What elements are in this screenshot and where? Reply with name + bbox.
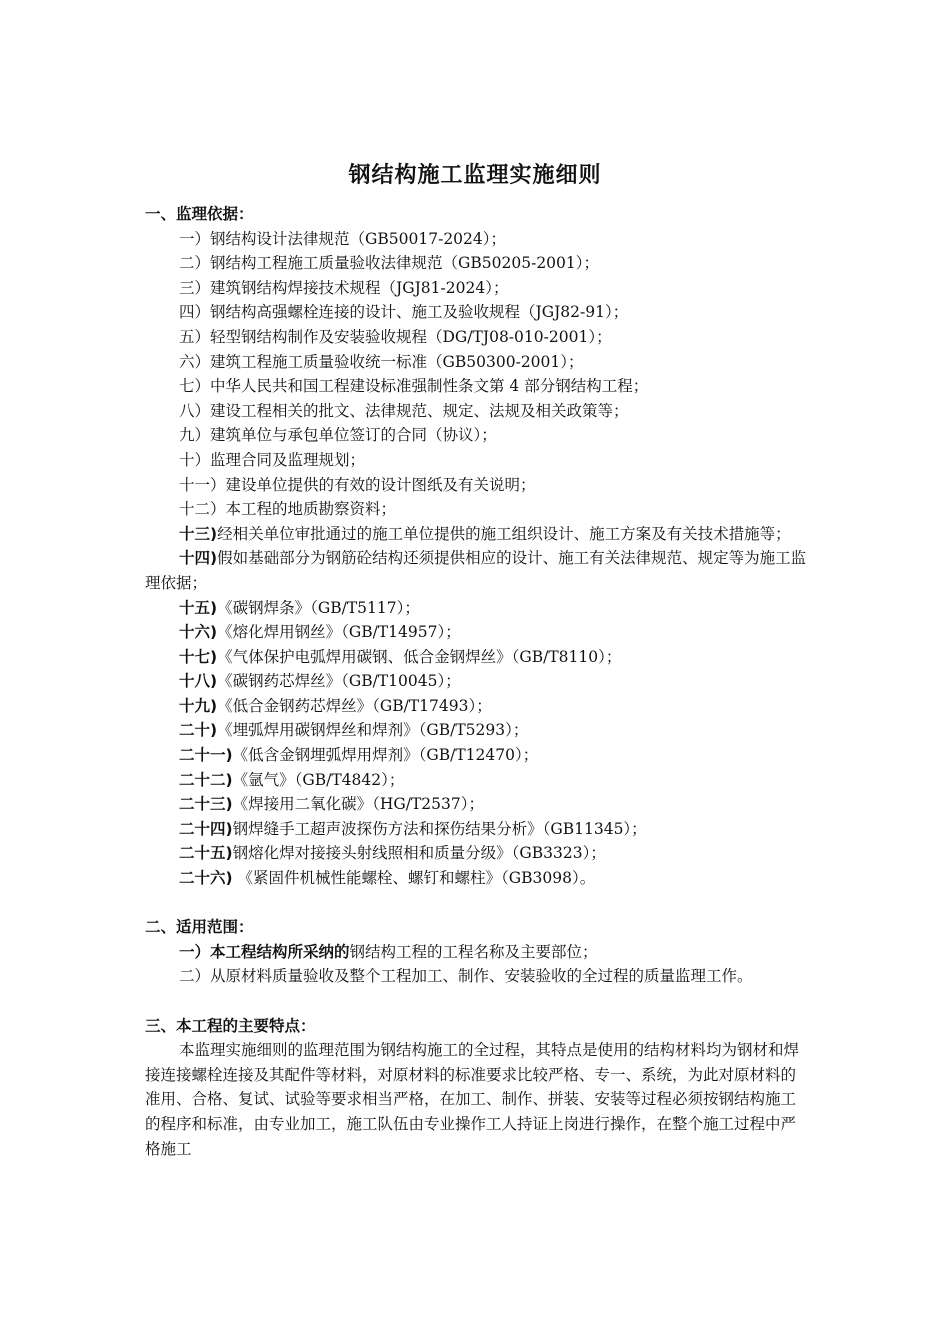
basis-item: 五）轻型钢结构制作及安装验收规程（DG/TJ08-010-2001）；: [179, 327, 612, 346]
standard-item: [145, 596, 810, 621]
item-text: 《气体保护电弧焊用碳钢、低合金钢焊丝》（GB/T8110）；: [217, 647, 622, 666]
features-paragraph: 本监理实施细则的监理范围为钢结构施工的全过程，其特点是使用的结构材料均为钢材和焊接连接螺栓连接及其配件等材料，对原材料的标准要求比较严格、专一、系统，为此对原材料的准用、合格、复试、试验等要求相当严格，在加工、制作、拼装、安装等过程必须按钢结构施工的程序和标准，由专业加工，施工队伍由专业操作工人持证上岗进行操作，在整个施工过程中严格施工: [145, 1041, 800, 1158]
standard-item: [145, 866, 810, 891]
item-label: 二十二): [179, 770, 233, 789]
basis-item: 一）钢结构设计法律规范（GB50017-2024）；: [179, 229, 507, 248]
item-label: 十六): [179, 623, 218, 642]
item-label: 十九): [179, 696, 218, 715]
standard-item: [145, 718, 810, 743]
standard-item: [145, 768, 810, 793]
item-text: 《焊接用二氧化碳》（HG/T2537）；: [232, 795, 485, 814]
item-label: 十八): [179, 672, 218, 691]
item-text: 《碳钢药芯焊丝》（GB/T10045）；: [217, 672, 461, 691]
item-text: 钢焊缝手工超声波探伤方法和探伤结果分析》（GB11345）；: [232, 819, 647, 838]
standard-item: [145, 817, 810, 842]
item-text: 《低含金钢埋弧焊用焊剂》（GB/T12470）；: [232, 746, 539, 765]
item-label: 二十): [179, 721, 218, 740]
section-spacer: [145, 891, 810, 916]
basis-item: 三）建筑钢结构焊接技术规程（JGJ81-2024）；: [179, 278, 509, 297]
item-label: 十四): [179, 549, 218, 568]
item-text: 《碳钢焊条》（GB/T5117）；: [217, 598, 420, 617]
item-label: 一）本工程结构所采纳的: [179, 942, 350, 961]
section-heading-scope: 二、适用范围：: [145, 918, 254, 937]
item-label: 二十三): [179, 795, 233, 814]
item-label: 二十五): [179, 844, 233, 863]
basis-item-wrapped: [145, 522, 810, 547]
standard-item: [145, 694, 810, 719]
basis-item: 十一）建设单位提供的有效的设计图纸及有关说明；: [179, 475, 536, 494]
scope-item: [145, 940, 810, 965]
item-text: 《紧固件机械性能螺栓、螺钉和螺柱》（GB3098）。: [232, 869, 596, 888]
item-label: 二十六): [179, 869, 233, 888]
item-text: 《埋弧焊用碳钢焊丝和焊剂》（GB/T5293）；: [217, 721, 529, 740]
item-text: 经相关单位审批通过的施工单位提供的施工组织设计、施工方案及有关技术措施等；: [217, 524, 791, 543]
section-spacer: [145, 989, 810, 1014]
section-heading-basis: 一、监理依据：: [145, 205, 254, 223]
item-label: 十七): [179, 647, 218, 666]
standard-item: [145, 620, 810, 645]
basis-item: 九）建筑单位与承包单位签订的合同（协议）；: [179, 426, 497, 445]
item-label: 十三): [179, 524, 218, 543]
basis-item: 八）建设工程相关的批文、法律规范、规定、法规及相关政策等；: [179, 401, 629, 420]
section-heading-features: 三、本工程的主要特点：: [145, 1016, 316, 1035]
item-text: 《氩气》（GB/T4842）；: [232, 770, 405, 789]
item-text: 《低合金钢药芯焊丝》（GB/T17493）；: [217, 696, 492, 715]
standard-item: [145, 669, 810, 694]
standard-item: [145, 792, 810, 817]
item-label: 二十一): [179, 746, 233, 765]
standard-item: [145, 645, 810, 670]
basis-item: 二）钢结构工程施工质量验收法律规范（GB50205-2001）；: [179, 254, 600, 273]
basis-item: 四）钢结构高强螺栓连接的设计、施工及验收规程（JGJ82-91）；: [179, 303, 629, 322]
item-label: 十五): [179, 598, 218, 617]
item-text: 钢熔化焊对接接头射线照相和质量分级》（GB3323）；: [232, 844, 606, 863]
basis-item: 七）中华人民共和国工程建设标准强制性条文第 4 部分钢结构工程；: [179, 377, 649, 396]
item-text: 《熔化焊用钢丝》（GB/T14957）；: [217, 623, 461, 642]
basis-item: 十二）本工程的地质勘察资料；: [179, 500, 397, 519]
basis-item-wrapped: [145, 546, 810, 595]
standard-item: [145, 841, 810, 866]
scope-item-wrapped: 二）从原材料质量验收及整个工程加工、制作、安装验收的全过程的质量监理工作。: [179, 967, 753, 986]
standard-item: [145, 743, 810, 768]
item-label: 二十四): [179, 819, 233, 838]
item-text: 钢结构工程的工程名称及主要部位；: [349, 942, 598, 961]
basis-item: 十）监理合同及监理规划；: [179, 450, 366, 469]
item-text: 假如基础部分为钢筋砼结构还须提供相应的设计、施工有关法律规范、规定等为施工监理依据；: [145, 549, 807, 592]
basis-item: 六）建筑工程施工质量验收统一标准（GB50300-2001）；: [179, 352, 584, 371]
document-title: 钢结构施工监理实施细则: [348, 163, 602, 188]
document-body: [145, 202, 810, 1161]
